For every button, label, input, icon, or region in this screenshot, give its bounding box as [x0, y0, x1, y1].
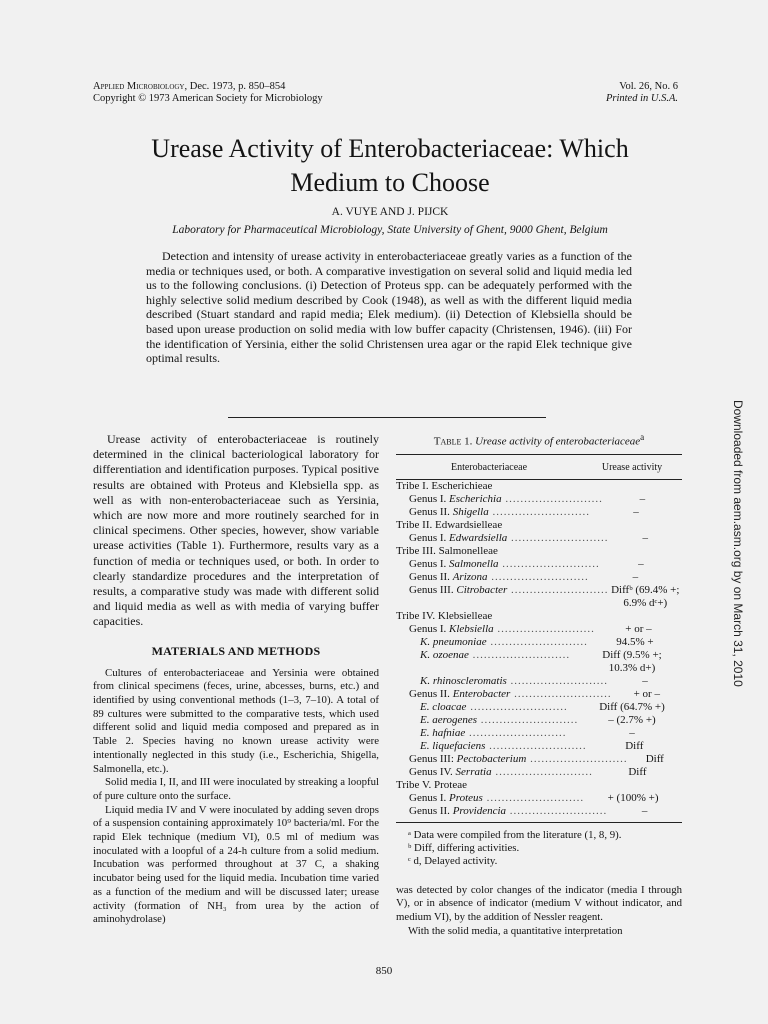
abstract — [146, 249, 632, 366]
table-cell-organism: Genus II. Providencia .......................... — [409, 804, 608, 817]
body-paragraph: was detected by color changes of the indicator (media I through V), or in absence of indicator (medium V without indicator, and medium VI), by the addition of Nessler reagent. — [396, 883, 682, 924]
table-cell-activity: Diff — [645, 752, 664, 765]
table-row — [396, 766, 682, 779]
download-watermark — [727, 400, 747, 700]
table-row — [396, 519, 682, 532]
running-header-left — [93, 81, 323, 105]
table-row — [396, 532, 682, 545]
table-cell-organism: Tribe IV. Klebsielleae — [396, 609, 493, 622]
table-header-organism: Enterobacteriaceae — [450, 461, 528, 473]
table-row — [396, 623, 682, 636]
table-cell-activity: – — [639, 492, 646, 505]
table-cell-organism: E. aerogenes .......................... — [420, 713, 579, 726]
table-header — [396, 454, 682, 480]
table-cell-organism: Tribe II. Edwardsielleae — [396, 518, 503, 531]
table-cell-organism: Tribe I. Escherichieae — [396, 479, 493, 492]
table-cell-activity — [582, 545, 682, 558]
introduction-paragraph: Urease activity of enterobacteriaceae is routinely determined in the clinical bacteriological laboratory for differentiation and identification purposes. Typical positive results are obtained with Proteus and Klebsiella spp. as well as with non-enterobacteriaceae such as Yersinia, which are now more and more routinely searched for in clinical specimens. Other species, however, show variable urease activities (Table 1). Furthermore, results vary as a function of media or techniques used, or both. In order to clearly standardize procedures and the interpretation of results, a comparative study was made with different solid and liquid media as well as with media of varying buffer capacities. — [93, 432, 379, 629]
table-footnote: ᵃ Data were compiled from the literature (1, 8, 9). — [408, 828, 622, 841]
table-row — [396, 558, 682, 571]
affiliation: Laboratory for Pharmaceutical Microbiology, State University of Ghent, 9000 Ghent, Belgium — [172, 224, 608, 236]
table-cell-organism: Genus III. Citrobacter .......................... — [409, 583, 609, 596]
table-row — [396, 636, 682, 649]
table-cell-organism: Tribe III. Salmonelleae — [396, 544, 498, 557]
table-cell-organism: Genus I. Escherichia .......................... — [409, 492, 603, 505]
table-cell-organism: E. hafniae .......................... — [420, 726, 567, 739]
table-cell-activity: Diffᵇ (69.4% +; 6.9% dᶜ+) — [611, 583, 680, 609]
table-cell-organism: E. liquefaciens .......................... — [420, 739, 587, 752]
table-cell-organism: K. pneumoniae .......................... — [420, 635, 588, 648]
table-cell-organism: K. rhinoscleromatis .......................... — [420, 674, 609, 687]
abstract-divider — [228, 417, 546, 418]
table-cell-organism: Genus III: Pectobacterium .......................... — [409, 752, 628, 765]
table-cell-activity: + or – — [633, 687, 660, 700]
section-heading-methods: MATERIALS AND METHODS — [151, 643, 321, 658]
table-cell-organism: Genus II. Arizona .......................... — [409, 570, 589, 583]
table-footnotes — [396, 829, 682, 868]
volume-info: Vol. 26, No. 6 — [619, 81, 678, 92]
table-body — [396, 480, 682, 818]
table-row — [396, 545, 682, 558]
table-cell-activity — [582, 519, 682, 532]
right-column — [396, 432, 682, 938]
methods-paragraph: Solid media I, II, and III were inoculated by streaking a loopful of pure culture onto the surface. — [93, 776, 379, 802]
table-row — [396, 727, 682, 740]
table-cell-organism: Genus II. Shigella .......................... — [409, 505, 590, 518]
table-row — [396, 740, 682, 753]
methods-body — [93, 667, 379, 927]
table-caption-footnote-mark: a — [640, 432, 645, 442]
download-watermark-text: Downloaded from aem.asm.org by on March 31, 2010 — [731, 400, 745, 687]
table-row — [396, 792, 682, 805]
table-cell-activity — [582, 779, 682, 792]
table-header-activity: Urease activity — [601, 461, 663, 473]
table-cell-activity: – — [632, 570, 639, 583]
table-cell-organism: K. ozoenae .......................... — [420, 648, 571, 661]
table-cell-activity: Diff — [628, 765, 647, 778]
table-bottom-rule — [396, 822, 682, 823]
table-cell-organism: Genus I. Edwardsiella .......................... — [409, 531, 609, 544]
table-cell-activity: – — [642, 531, 649, 544]
issue-info: , Dec. 1973, p. 850–854 — [184, 81, 286, 92]
table-row — [396, 675, 682, 688]
copyright-line: Copyright © 1973 American Society for Microbiology — [93, 93, 323, 104]
table-footnote: ᵇ Diff, differing activities. — [408, 841, 520, 854]
table-cell-activity: Diff (9.5% +; 10.3% d+) — [602, 648, 662, 674]
authors: A. VUYE AND J. PIJCK — [331, 206, 449, 218]
table-row — [396, 480, 682, 493]
table-cell-activity — [582, 480, 682, 493]
table-cell-activity — [582, 610, 682, 623]
table-caption-text: Urease activity of enterobacteriaceae — [475, 435, 641, 448]
body-paragraph: With the solid media, a quantitative interpretation — [408, 924, 623, 937]
page-number: 850 — [375, 965, 393, 977]
table-row — [396, 701, 682, 714]
table-caption — [396, 432, 682, 448]
table-cell-activity: – — [642, 674, 648, 687]
title-line-2: Medium to Choose — [290, 168, 490, 197]
table-cell-organism: Genus I. Salmonella .......................... — [409, 557, 600, 570]
running-header-right — [606, 81, 678, 105]
table-cell-organism: Genus I. Klebsiella .......................... — [409, 622, 595, 635]
article-title — [60, 132, 720, 200]
table-row — [396, 610, 682, 623]
table-row — [396, 506, 682, 519]
table-row — [396, 688, 682, 701]
table-row — [396, 493, 682, 506]
title-line-1: Urease Activity of Enterobacteriaceae: Which — [151, 134, 629, 163]
table-cell-activity: – (2.7% +) — [608, 713, 656, 726]
table-row — [396, 753, 682, 766]
journal-name: Applied Microbiology — [93, 81, 185, 92]
table-label: Table 1. — [433, 435, 473, 448]
left-column — [93, 432, 379, 927]
table-row — [396, 571, 682, 584]
continued-text — [396, 884, 682, 939]
table-cell-organism: Genus I. Proteus .......................... — [409, 791, 585, 804]
table-row — [396, 584, 682, 610]
table-cell-organism: E. cloacae .......................... — [420, 700, 568, 713]
table-cell-activity: – — [638, 557, 644, 570]
table-cell-activity: + or – — [625, 622, 652, 635]
methods-paragraph: Cultures of enterobacteriaceae and Yersinia were obtained from clinical specimens (feces, urine, abcesses, burns, etc.) and identified by using conventional methods (1–3, 7–10). A total of 89 cultures were submitted to the comparative tests, which used different solid and liquid media composed and prepared as in Table 2. Species having no known urease activity were intentionally neglected in this study (i.e., Escherichia, Shigella, Salmonella, etc.). — [93, 666, 379, 775]
table-cell-activity: Diff — [625, 739, 644, 752]
table-cell-activity: – — [641, 804, 648, 817]
table-cell-activity: + (100% +) — [607, 791, 659, 804]
table-row — [396, 805, 682, 818]
printed-info: Printed in U.S.A. — [605, 93, 678, 104]
abstract-text: Detection and intensity of urease activity in enterobacteriaceae greatly varies as a function of the media or techniques used, or both. A comparative investigation on several solid and liquid media led us to the following conclusions. (i) Detection of Proteus spp. can be adequately performed with the highly selective solid medium described by Cook (1948), as well as with the different liquid media described (Stuart standard and rapid media; Elek medium). (ii) Detection of Klebsiella should be based upon urease production on solid media with low buffer capacity (Christensen, 1946). (iii) For the identification of Yersinia, either the solid Christensen urea agar or the rapid Elek technique give optimal results. — [146, 249, 632, 366]
table-row — [396, 649, 682, 675]
table-cell-activity: Diff (64.7% +) — [599, 700, 665, 713]
table-cell-activity: – — [629, 726, 635, 739]
table-cell-organism: Tribe V. Proteae — [396, 778, 467, 791]
table-row — [396, 714, 682, 727]
table-cell-activity: 94.5% + — [616, 635, 654, 648]
table-footnote: ᶜ d, Delayed activity. — [408, 854, 498, 867]
methods-paragraph: Liquid media IV and V were inoculated by adding seven drops of a suspension containing approximately 10⁹ bacteria/ml. For the rapid Elek technique (medium VI), 0.5 ml of medium was inoculated with a loopful of a 24-h culture from a solid medium. Incubation was performed throughout at 37 C, a shaking incubator being used for the liquid media. Incubation time varied as a function of the medium and will be discussed later; urease activity (formation of NH₃ from urea by the action of aminohydrolase) — [93, 803, 379, 926]
table-cell-organism: Genus IV. Serratia .......................... — [409, 765, 593, 778]
table-cell-organism: Genus II. Enterobacter .......................... — [409, 687, 612, 700]
table-row — [396, 779, 682, 792]
table-cell-activity: – — [633, 505, 639, 518]
